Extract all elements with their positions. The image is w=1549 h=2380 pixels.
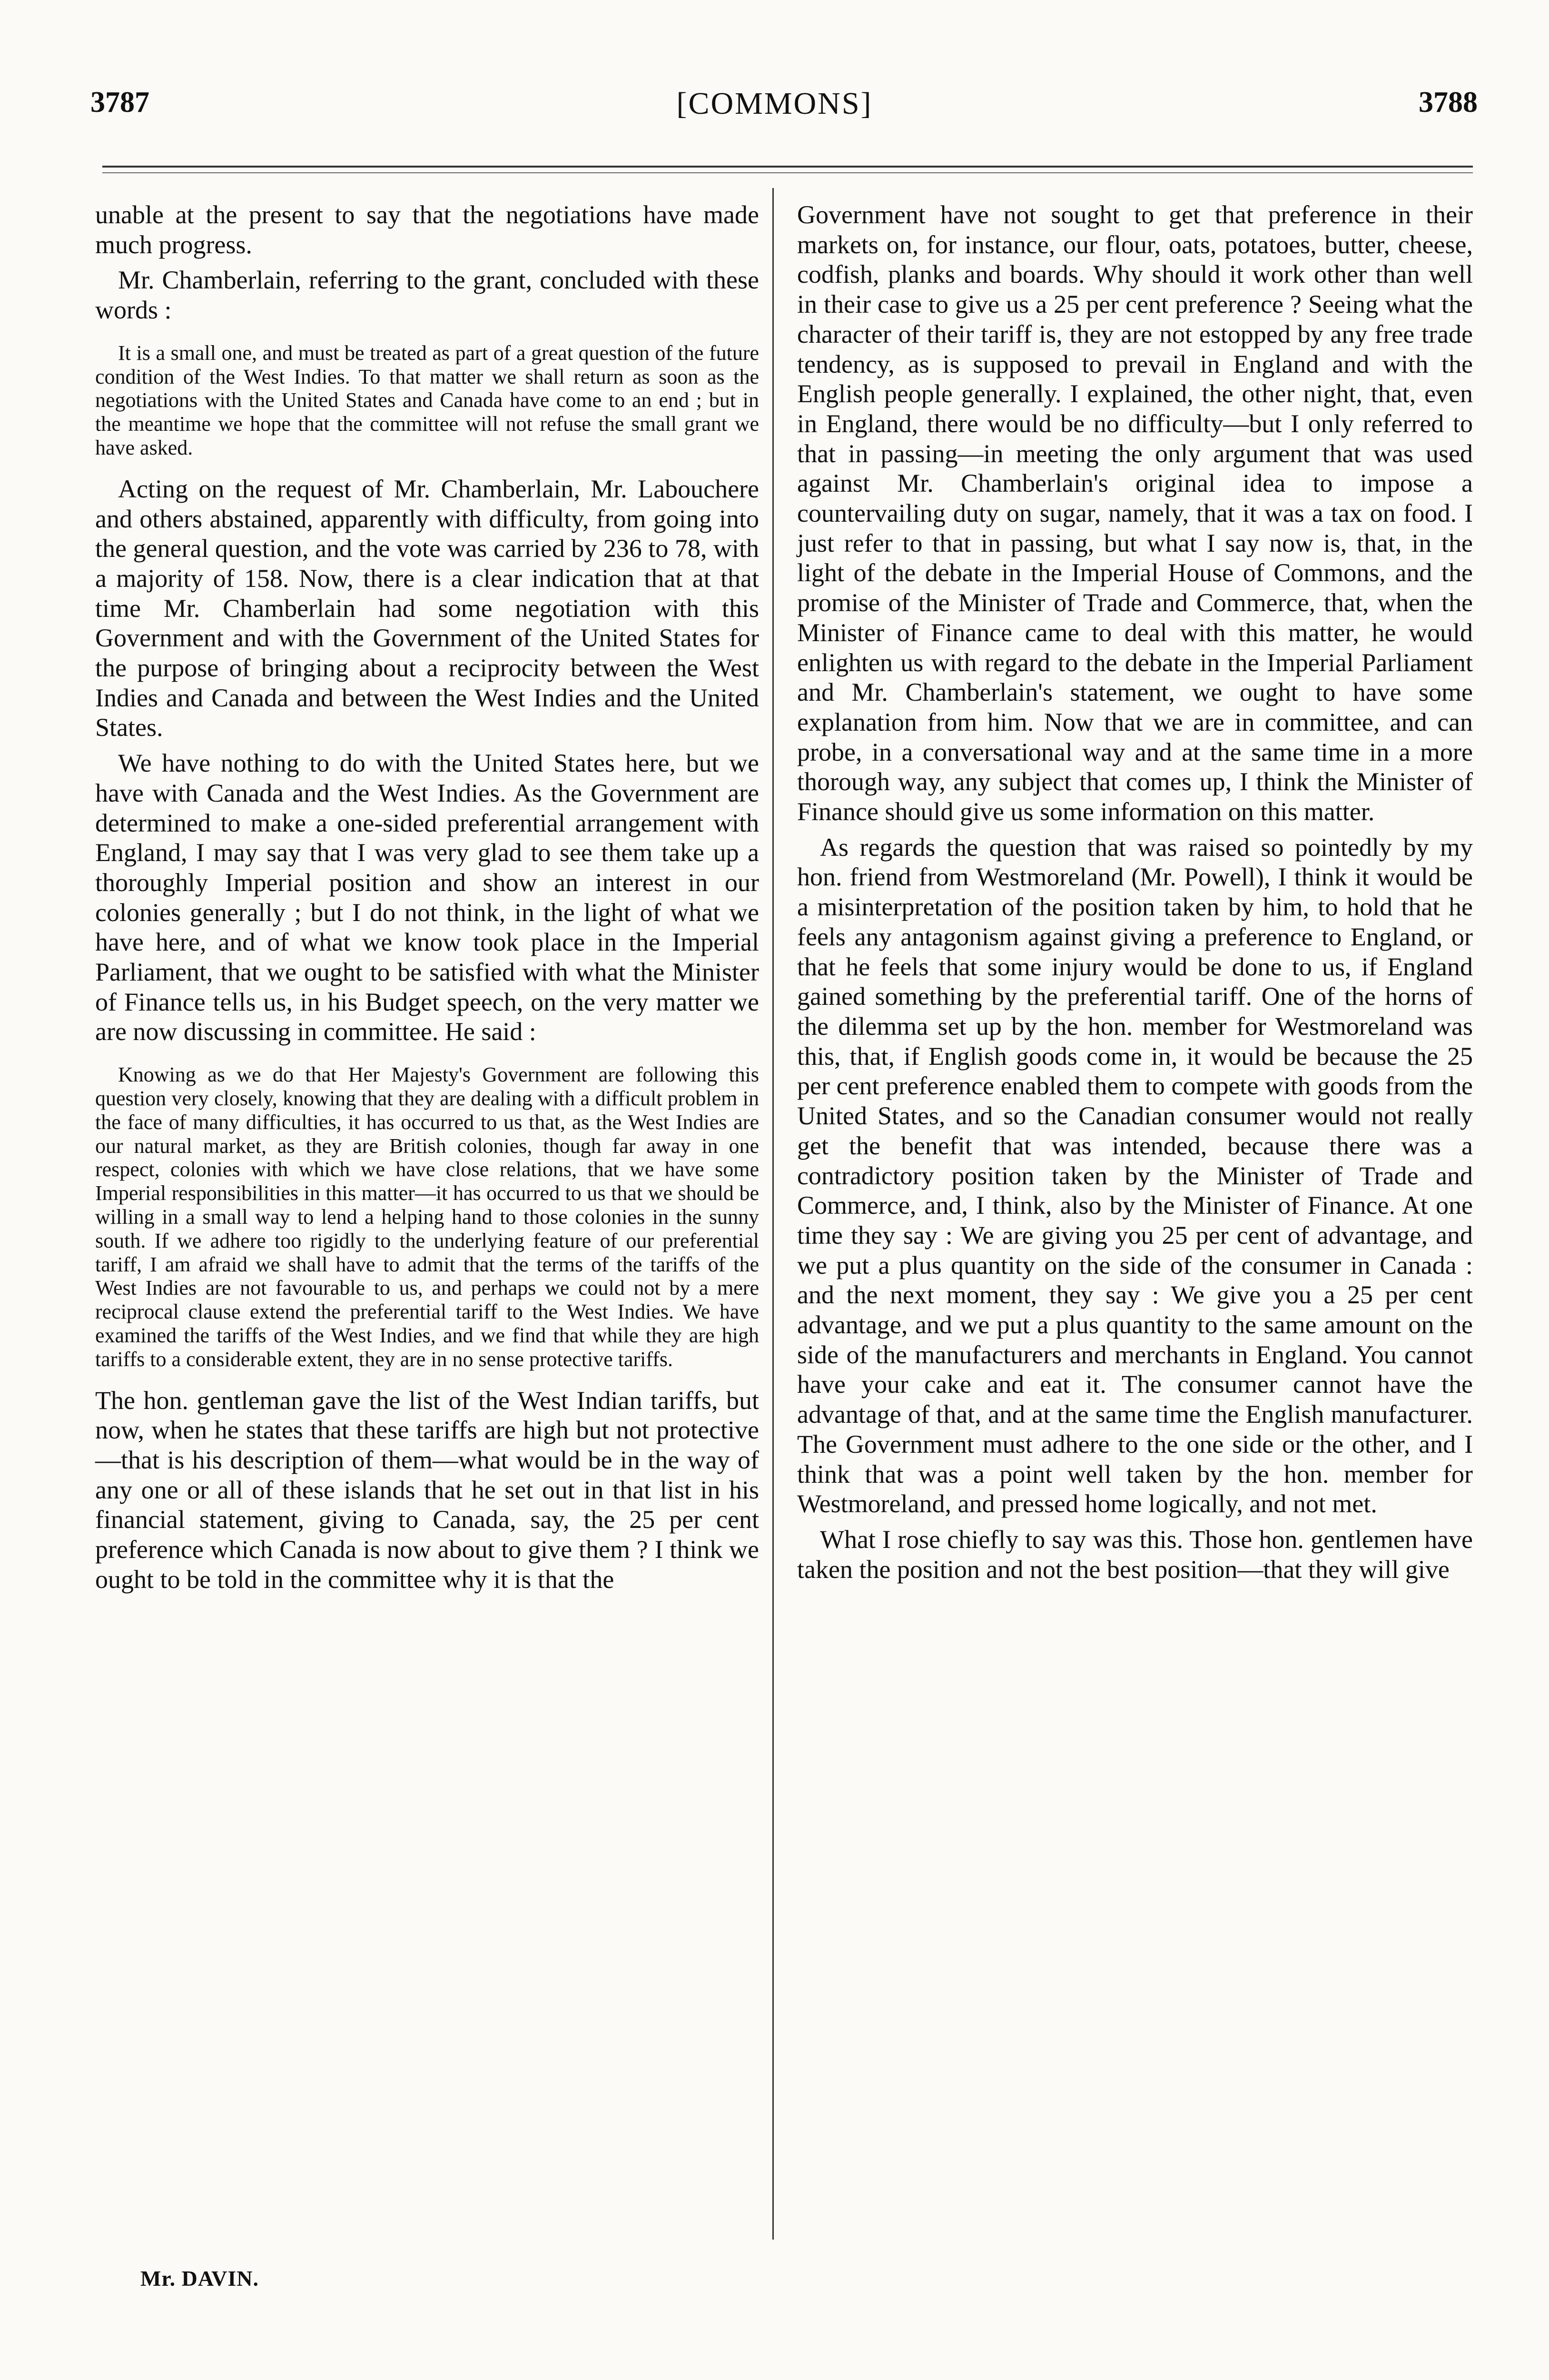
- page-number-right: 3788: [1419, 86, 1478, 119]
- right-column: [797, 200, 1473, 1590]
- page-header: [0, 86, 1549, 138]
- column-divider: [772, 188, 774, 2240]
- left-column: [95, 200, 759, 1600]
- page-title: [COMMONS]: [676, 86, 873, 121]
- speaker-footer: Mr. DAVIN.: [140, 2266, 259, 2291]
- paragraph: As regards the question that was raised so pointedly by my hon. friend from Westmoreland (Mr. Powell), I think it would be a misinterpretation of the position taken by him, to hold that he feels any antagonism against giving a preference to England, or that he feels that some injury would be done to us, if England gained something by the preferential tariff. One of the horns of the dilemma set up by the hon. member for Westmoreland was this, that, if English goods come in, it would be because the 25 per cent preference enabled them to compete with goods from the United States, and so the Canadian consumer would not really get the benefit that was intended, because there was a contradictory position taken by the Minister of Trade and Commerce, and, I think, also by the Minister of Finance. At one time they say : We are giving you 25 per cent of advantage, and we put a plus quantity on the side of the consumer in Canada : and the next moment, they say : We give you a 25 per cent advantage, and we put a plus quantity to the same amount on the side of the manufacturers and merchants in England. You cannot have your cake and eat it. The consumer cannot have the advantage of that, and at the same time the English manufacturer. The Government must adhere to the one side or the other, and I think that was a point well taken by the hon. member for Westmoreland, and pressed home logically, and not met.: [797, 833, 1473, 1518]
- block-quote: It is a small one, and must be treated as part of a great question of the future condition of the West Indies. To that matter we shall return as soon as the negotiations with the United States and Canada have come to an end ; but in the meantime we hope that the committee will not refuse the small grant we have asked.: [95, 341, 759, 459]
- paragraph: The hon. gentleman gave the list of the West Indian tariffs, but now, when he states that these tariffs are high but not protective—that is his description of them—what would be in the way of any one or all of these islands that he set out in that list in his financial statement, giving to Canada, say, the 25 per cent preference which Canada is now about to give them ? I think we ought to be told in the committee why it is that the: [95, 1386, 759, 1594]
- paragraph: We have nothing to do with the United States here, but we have with Canada and the West Indies. As the Government are determined to make a one-sided preferential arrangement with England, I may say that I was very glad to see them take up a thoroughly Imperial position and show an interest in our colonies generally ; but I do not think, in the light of what we have here, and of what we know took place in the Imperial Parliament, that we ought to be satisfied with what the Minister of Finance tells us, in his Budget speech, on the very matter we are now discussing in committee. He said :: [95, 749, 759, 1046]
- header-rule: [102, 166, 1473, 168]
- paragraph: What I rose chiefly to say was this. Those hon. gentlemen have taken the position and not the best position—that they will give: [797, 1525, 1473, 1584]
- block-quote: Knowing as we do that Her Majesty's Government are following this question very closely, knowing that they are dealing with a difficult problem in the face of many difficulties, it has occurred to us that, as the West Indies are our natural market, as they are British colonies, though far away in one respect, colonies with which we have close relations, that we have some Imperial responsibilities in this matter—it has occurred to us that we should be willing in a small way to lend a helping hand to those colonies in the sunny south. If we adhere too rigidly to the underlying feature of our preferential tariff, I am afraid we shall have to admit that the terms of the tariffs of the West Indies are not favourable to us, and perhaps we could not by a mere reciprocal clause extend the preferential tariff to the West Indies. We have examined the tariffs of the West Indies, and we find that while they are high tariffs to a considerable extent, they are in no sense protective tariffs.: [95, 1063, 759, 1371]
- paragraph: unable at the present to say that the negotiations have made much progress.: [95, 200, 759, 259]
- page-number-left: 3787: [90, 86, 149, 119]
- paragraph: Mr. Chamberlain, referring to the grant, concluded with these words :: [95, 266, 759, 325]
- paragraph: Government have not sought to get that preference in their markets on, for instance, our flour, oats, potatoes, butter, cheese, codfish, planks and boards. Why should it work other than well in their case to give us a 25 per cent preference ? Seeing what the character of their tariff is, they are not estopped by any free trade tendency, as is supposed to prevail in England and with the English people generally. I explained, the other night, that, even in England, there would be no difficulty—but I only referred to that in passing—in meeting the only argument that was used against Mr. Chamberlain's original idea to impose a countervailing duty on sugar, namely, that it was a tax on food. I just refer to that in passing, but what I say now is, that, in the light of the debate in the Imperial House of Commons, and the promise of the Minister of Trade and Commerce, that, when the Minister of Finance came to deal with this matter, he would enlighten us with regard to the debate in the Imperial Parliament and Mr. Chamberlain's statement, we ought to have some explanation from him. Now that we are in committee, and can probe, in a conversational way and at the same time in a more thorough way, any subject that comes up, I think the Minister of Finance should give us some information on this matter.: [797, 200, 1473, 826]
- paragraph: Acting on the request of Mr. Chamberlain, Mr. Labouchere and others abstained, apparently with difficulty, from going into the general question, and the vote was carried by 236 to 78, with a majority of 158. Now, there is a clear indication that at that time Mr. Chamberlain had some negotiation with this Government and with the Government of the United States for the purpose of bringing about a reciprocity between the West Indies and Canada and between the West Indies and the United States.: [95, 474, 759, 742]
- header-rule-thin: [102, 172, 1473, 173]
